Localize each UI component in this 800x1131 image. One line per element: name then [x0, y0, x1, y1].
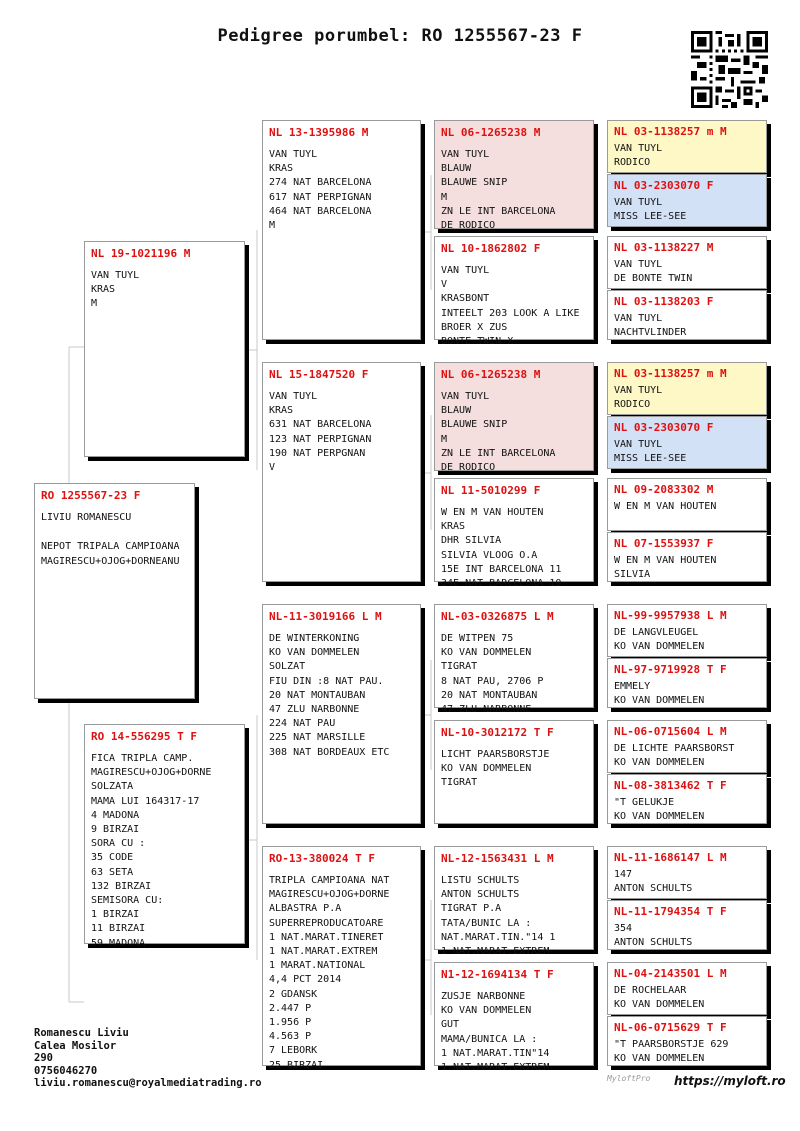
owner-street-number: 290: [34, 1052, 53, 1064]
ring-number: N1-12-1694134 T F: [441, 968, 554, 981]
owner-phone: 0756046270: [34, 1064, 98, 1077]
pigeon-info: TRIPLA CAMPIOANA NAT MAGIRESCU+OJOG+DORNE ALBASTRA P.A SUPERREPRODUCATOARE 1 NAT.MARAT.TINERET 1 NAT.MARAT.EXTREM 1 MARAT.NATIONAL 4,4 PCT 2014 2 GDANSK 2.447 P 1.956 P 4.563 P 7 LEBORK 25 BIRZAI: [269, 875, 390, 1071]
ring-number: NL-10-3012172 T F: [441, 726, 554, 739]
ring-number: NL-11-1686147 L M: [614, 851, 727, 864]
pigeon-info: "T GELUKJE KO VAN DOMMELEN: [614, 797, 705, 823]
pigeon-card-sire[interactable]: [84, 241, 245, 457]
pigeon-info: LISTU SCHULTS ANTON SCHULTS TIGRAT P.A TATA/BUNIC LA : NAT.MARAT.TIN."14 1 1 NAT.MARAT.EXTREM: [441, 875, 556, 958]
pigeon-card-g2[interactable]: [607, 174, 767, 227]
page-title: Pedigree porumbel: RO 1255567-23 F: [217, 26, 583, 46]
pigeon-card-ss[interactable]: [262, 120, 421, 340]
pigeon-info: W EN M VAN HOUTEN SILVIA: [614, 555, 717, 581]
ring-number: NL 10-1862802 F: [441, 242, 541, 255]
ring-number: NL 15-1847520 F: [269, 368, 369, 381]
pigeon-info: EMMELY KO VAN DOMMELEN: [614, 681, 705, 707]
pigeon-card-g7[interactable]: [607, 478, 767, 531]
pigeon-info: VAN TUYL NACHTVLINDER: [614, 313, 687, 339]
pigeon-info: DE ROCHELAAR KO VAN DOMMELEN: [614, 985, 705, 1011]
ring-number: NL 03-2303070 F: [614, 179, 714, 192]
ring-number: NL 11-5010299 F: [441, 484, 541, 497]
ring-number: NL 03-1138257 m M: [614, 367, 727, 380]
ring-number: NL-03-0326875 L M: [441, 610, 554, 623]
owner-name: Romanescu Liviu: [34, 1027, 129, 1039]
site-url-link[interactable]: https://myloft.ro: [674, 1074, 786, 1088]
pigeon-card-ddd[interactable]: [434, 962, 594, 1074]
pigeon-info: FICA TRIPLA CAMP. MAGIRESCU+OJOG+DORNE SOLZATA MAMA LUI 164317-17 4 MADONA 9 BIRZAI SORA CU : 35 CODE 63 SETA 132 BIRZAI SEMISORA CU: 1 BIRZAI 11 BIRZAI 59 MADONA: [91, 753, 212, 949]
ring-number: RO 1255567-23 F: [41, 489, 141, 502]
pigeon-info: VAN TUYL KRAS 274 NAT BARCELONA 617 NAT PERPIGNAN 464 NAT BARCELONA M: [269, 149, 372, 232]
pigeon-card-g8[interactable]: [607, 532, 767, 582]
pigeon-info: VAN TUYL BLAUW BLAUWE SNIP M ZN LE INT BARCELONA DE RODICO: [441, 391, 556, 474]
pigeon-card-g16[interactable]: [607, 1016, 767, 1066]
pigeon-card-sss[interactable]: [434, 120, 594, 232]
myloft-logo: MyloftPro: [607, 1074, 651, 1083]
ring-number: NL-11-1794354 T F: [614, 905, 727, 918]
pigeon-info: LIVIU ROMANESCU NEPOT TRIPALA CAMPIOANA MAGIRESCU+OJOG+DORNEANU: [41, 512, 180, 567]
pigeon-card-g5[interactable]: [607, 362, 767, 415]
pigeon-card-sd[interactable]: [262, 362, 421, 582]
ring-number: NL 07-1553937 F: [614, 537, 714, 550]
ring-number: RO-13-380024 T F: [269, 852, 375, 865]
ring-number: NL-06-0715629 T F: [614, 1021, 727, 1034]
pigeon-card-dd[interactable]: [262, 846, 421, 1071]
pigeon-info: 147 ANTON SCHULTS: [614, 869, 693, 895]
pigeon-info: VAN TUYL BLAUW BLAUWE SNIP M ZN LE INT BARCELONA DE RODICO: [441, 149, 556, 232]
ring-number: NL-99-9957938 L M: [614, 609, 727, 622]
pigeon-card-dds[interactable]: [434, 846, 594, 958]
pigeon-info: "T PAARSBORSTJE 629 KO VAN DOMMELEN: [614, 1039, 729, 1065]
pigeon-card-subject[interactable]: [34, 483, 195, 699]
pigeon-card-g4[interactable]: [607, 290, 767, 340]
ring-number: NL-08-3813462 T F: [614, 779, 727, 792]
pigeon-card-g15[interactable]: [607, 962, 767, 1015]
ring-number: RO 14-556295 T F: [91, 730, 197, 743]
pigeon-card-ds[interactable]: [262, 604, 421, 824]
pigeon-info: VAN TUYL KRAS M: [91, 270, 140, 310]
pigeon-info: 354 ANTON SCHULTS: [614, 923, 693, 949]
pigeon-info: VAN TUYL MISS LEE-SEE: [614, 439, 687, 465]
ring-number: NL 06-1265238 M: [441, 368, 541, 381]
owner-contact: [34, 1027, 262, 1090]
ring-number: NL-04-2143501 L M: [614, 967, 727, 980]
ring-number: NL-97-9719928 T F: [614, 663, 727, 676]
pigeon-card-sds[interactable]: [434, 362, 594, 474]
ring-number: NL 03-2303070 F: [614, 421, 714, 434]
pigeon-info: DE LICHTE PAARSBORST KO VAN DOMMELEN: [614, 743, 735, 769]
pigeon-info: VAN TUYL V KRASBONT INTEELT 203 LOOK A LIKE BROER X ZUS BONTE TWIN X: [441, 265, 580, 348]
pigeon-info: VAN TUYL MISS LEE-SEE: [614, 197, 687, 223]
ring-number: NL 19-1021196 M: [91, 247, 191, 260]
pigeon-card-g13[interactable]: [607, 846, 767, 899]
pigeon-card-g9[interactable]: [607, 604, 767, 657]
pigeon-card-g6[interactable]: [607, 416, 767, 469]
pigeon-card-g10[interactable]: [607, 658, 767, 708]
pigeon-card-g11[interactable]: [607, 720, 767, 773]
pigeon-info: W EN M VAN HOUTEN: [614, 501, 717, 512]
pigeon-info: W EN M VAN HOUTEN KRAS DHR SILVIA SILVIA VLOOG O.A 15E INT BARCELONA 11 34E NAT BARCELONA 10: [441, 507, 562, 590]
pigeon-card-dss[interactable]: [434, 604, 594, 716]
pigeon-info: VAN TUYL RODICO: [614, 143, 663, 169]
pigeon-card-dam[interactable]: [84, 724, 245, 949]
ring-number: NL-12-1563431 L M: [441, 852, 554, 865]
ring-number: NL 03-1138227 M: [614, 241, 714, 254]
pigeon-info: VAN TUYL RODICO: [614, 385, 663, 411]
ring-number: NL 13-1395986 M: [269, 126, 369, 139]
pigeon-card-g1[interactable]: [607, 120, 767, 173]
ring-number: NL 03-1138203 F: [614, 295, 714, 308]
owner-street: Calea Mosilor: [34, 1039, 117, 1052]
pigeon-card-g14[interactable]: [607, 900, 767, 950]
owner-email[interactable]: liviu.romanescu@royalmediatrading.ro: [34, 1077, 262, 1089]
pigeon-info: VAN TUYL DE BONTE TWIN: [614, 259, 693, 285]
ring-number: NL 06-1265238 M: [441, 126, 541, 139]
pigeon-card-g3[interactable]: [607, 236, 767, 289]
ring-number: NL-06-0715604 L M: [614, 725, 727, 738]
pigeon-info: DE WINTERKONING KO VAN DOMMELEN SOLZAT FIU DIN :8 NAT PAU. 20 NAT MONTAUBAN 47 ZLU NARBONNE 224 NAT PAU 225 NAT MARSILLE 308 NAT BORDEAUX ETC: [269, 633, 390, 758]
pigeon-info: DE WITPEN 75 KO VAN DOMMELEN TIGRAT 8 NAT PAU, 2706 P 20 NAT MONTAUBAN 47 ZLU NARBONNE: [441, 633, 544, 716]
pigeon-card-ssd[interactable]: [434, 236, 594, 348]
pigeon-card-g12[interactable]: [607, 774, 767, 824]
pigeon-info: DE LANGVLEUGEL KO VAN DOMMELEN: [614, 627, 705, 653]
pigeon-card-dsd[interactable]: [434, 720, 594, 824]
ring-number: NL 09-2083302 M: [614, 483, 714, 496]
ring-number: NL-11-3019166 L M: [269, 610, 382, 623]
pigeon-info: LICHT PAARSBORSTJE KO VAN DOMMELEN TIGRAT: [441, 749, 550, 789]
pigeon-info: ZUSJE NARBONNE KO VAN DOMMELEN GUT MAMA/BUNICA LA : 1 NAT.MARAT.TIN"14 1 NAT.MARAT.EXTREM: [441, 991, 550, 1074]
pigeon-card-sdd[interactable]: [434, 478, 594, 590]
pigeon-info: VAN TUYL KRAS 631 NAT BARCELONA 123 NAT PERPIGNAN 190 NAT PERPGNAN V: [269, 391, 372, 474]
ring-number: NL 03-1138257 m M: [614, 125, 727, 138]
